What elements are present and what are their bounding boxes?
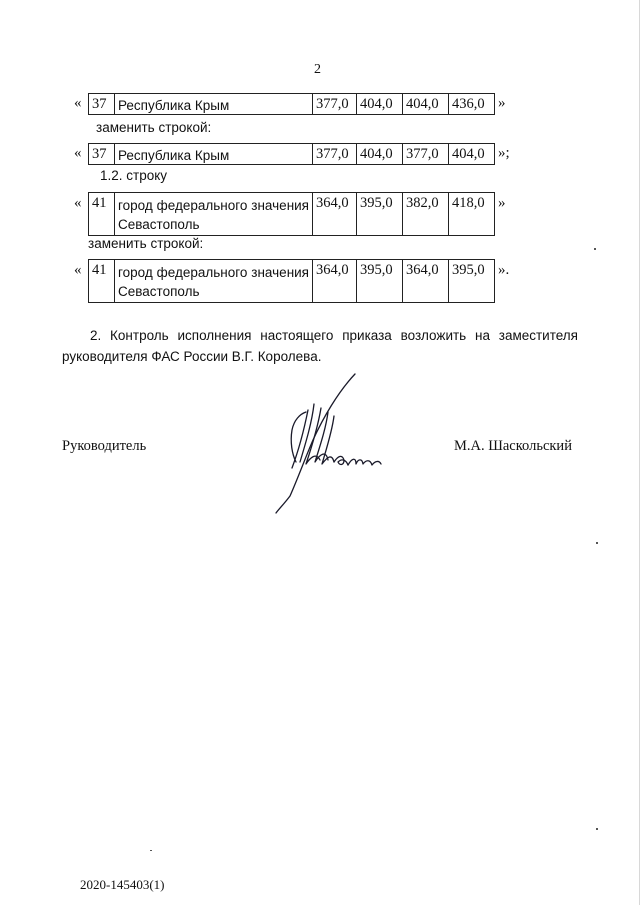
replace-with-line-label: заменить строкой: [96, 120, 212, 135]
row-number-cell: 37 [88, 93, 115, 115]
handwritten-signature [268, 370, 388, 515]
value-cell-4: 418,0 [448, 192, 495, 236]
region-name-line-2: Севастополь [118, 284, 200, 299]
value-cell-4: 404,0 [448, 143, 495, 165]
opening-quote: « [74, 95, 82, 111]
row-number-cell: 41 [88, 259, 115, 303]
value-cell-3: 382,0 [402, 192, 449, 236]
closing-quote: »; [498, 145, 510, 161]
value-cell-2: 404,0 [356, 143, 403, 165]
item-1-2-label: 1.2. строку [100, 168, 168, 183]
value-cell-1: 377,0 [312, 93, 357, 115]
region-name-line-2: Севастополь [118, 217, 200, 232]
closing-quote: ». [498, 262, 510, 278]
closing-quote: » [498, 195, 506, 211]
row-number-cell: 37 [88, 143, 115, 165]
scan-speck [596, 542, 598, 544]
document-number: 2020-145403(1) [80, 877, 165, 892]
paragraph-2 [62, 325, 578, 367]
opening-quote: « [74, 145, 82, 161]
scan-speck [596, 828, 598, 830]
scan-speck [594, 248, 596, 250]
region-name-cell [114, 192, 313, 236]
value-cell-1: 364,0 [312, 192, 357, 236]
value-cell-3: 377,0 [402, 143, 449, 165]
region-name-line-1: город федерального значения [118, 198, 309, 213]
value-cell-2: 395,0 [356, 192, 403, 236]
paragraph-2-line-1: 2. Контроль исполнения настоящего приказа возложить на заместителя [90, 328, 578, 343]
closing-quote: » [498, 95, 506, 111]
value-cell-1: 377,0 [312, 143, 357, 165]
region-name-line-1: город федерального значения [118, 265, 309, 280]
row-number-cell: 41 [88, 192, 115, 236]
value-cell-1: 364,0 [312, 259, 357, 303]
value-cell-4: 436,0 [448, 93, 495, 115]
value-cell-2: 395,0 [356, 259, 403, 303]
value-cell-4: 395,0 [448, 259, 495, 303]
opening-quote: « [74, 262, 82, 278]
value-cell-3: 364,0 [402, 259, 449, 303]
value-cell-3: 404,0 [402, 93, 449, 115]
paragraph-2-line-2: руководителя ФАС России В.Г. Королева. [62, 349, 322, 364]
page-number: 2 [314, 62, 321, 77]
signatory-title: Руководитель [62, 438, 147, 454]
opening-quote: « [74, 195, 82, 211]
region-name-cell: Республика Крым [114, 93, 313, 115]
region-name-cell [114, 259, 313, 303]
replace-with-line-label: заменить строкой: [88, 236, 204, 251]
scan-speck [150, 850, 152, 851]
signatory-name: М.А. Шаскольский [454, 438, 572, 454]
region-name-cell: Республика Крым [114, 143, 313, 165]
value-cell-2: 404,0 [356, 93, 403, 115]
